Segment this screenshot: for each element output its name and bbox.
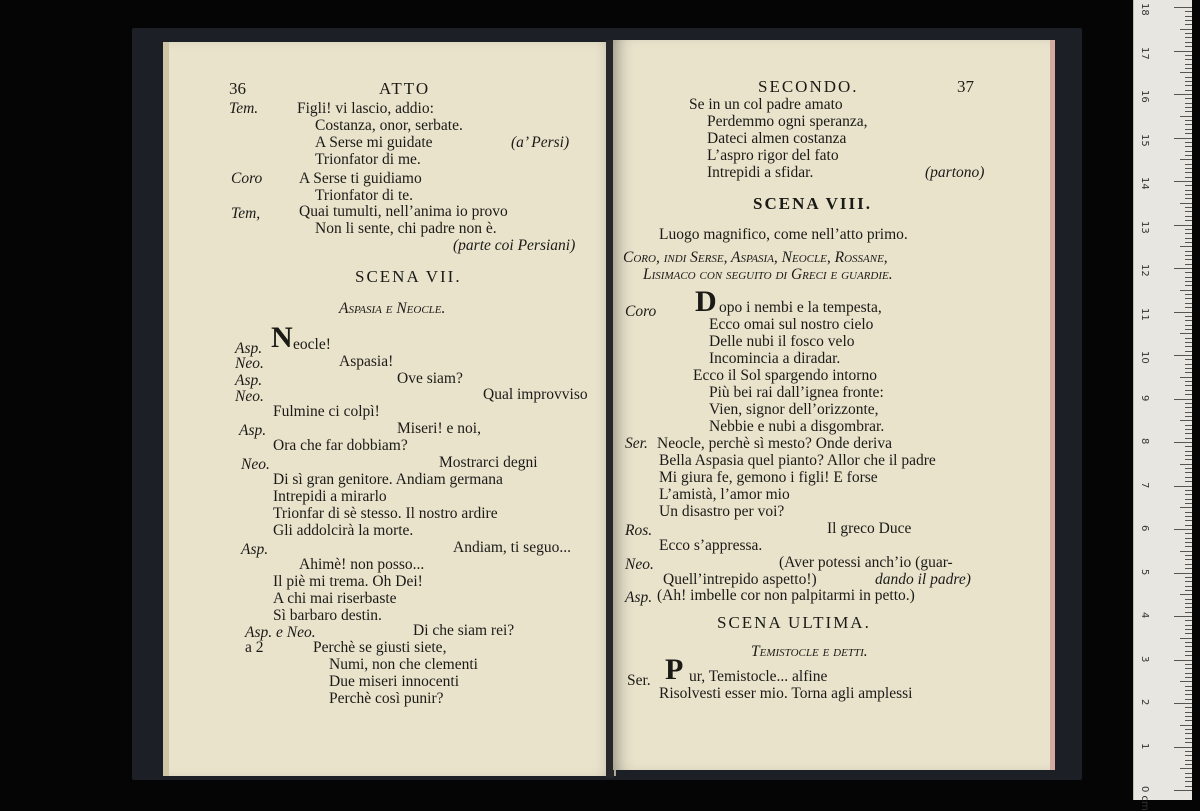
ruler-tick bbox=[1185, 620, 1192, 621]
verse-line: Mostrarci degni bbox=[439, 454, 538, 471]
ruler-tick bbox=[1185, 651, 1192, 652]
verse-line: Di sì gran genitore. Andiam germana bbox=[273, 471, 503, 488]
scene-cast: Lisimaco con seguito di Greci e guardie. bbox=[643, 266, 893, 283]
ruler-tick bbox=[1185, 664, 1192, 665]
running-head: ATTO bbox=[379, 79, 431, 98]
verse-line: Neocle, perchè sì mesto? Onde deriva bbox=[657, 435, 892, 452]
ruler-tick bbox=[1185, 707, 1192, 708]
ruler-tick bbox=[1185, 542, 1192, 543]
ruler-tick bbox=[1185, 590, 1192, 591]
ruler-tick bbox=[1185, 207, 1192, 208]
speaker: Neo. bbox=[235, 355, 264, 372]
ruler-tick bbox=[1185, 546, 1192, 547]
ruler-tick bbox=[1185, 716, 1192, 717]
ruler-tick bbox=[1174, 486, 1192, 487]
ruler-tick bbox=[1185, 190, 1192, 191]
ruler-tick bbox=[1185, 451, 1192, 452]
ruler-tick bbox=[1174, 703, 1192, 704]
verse-line: Trionfator di te. bbox=[315, 187, 414, 204]
ruler-tick bbox=[1185, 446, 1192, 447]
ruler-tick bbox=[1180, 638, 1192, 639]
verse-line: Aspasia! bbox=[339, 353, 394, 370]
verse-line: Perchè così punir? bbox=[329, 690, 444, 707]
ruler-tick bbox=[1185, 98, 1192, 99]
ruler-tick bbox=[1185, 342, 1192, 343]
ruler-tick bbox=[1185, 368, 1192, 369]
verse-line: L’amistà, l’amor mio bbox=[659, 486, 790, 503]
speaker: Asp. e Neo. bbox=[245, 624, 316, 641]
ruler-label: 3 bbox=[1139, 655, 1150, 662]
ruler-tick bbox=[1180, 116, 1192, 117]
ruler-tick bbox=[1185, 459, 1192, 460]
page-number: 36 bbox=[229, 79, 246, 98]
ruler-tick bbox=[1174, 660, 1192, 661]
ruler-tick bbox=[1185, 151, 1192, 152]
ruler-tick bbox=[1185, 129, 1192, 130]
ruler-tick bbox=[1180, 203, 1192, 204]
ruler-tick bbox=[1185, 359, 1192, 360]
ruler-tick bbox=[1185, 468, 1192, 469]
ruler-tick bbox=[1185, 503, 1192, 504]
ruler-tick bbox=[1185, 211, 1192, 212]
ruler-tick bbox=[1185, 729, 1192, 730]
verse-line: Nebbie e nubi a disgombrar. bbox=[709, 418, 885, 435]
ruler-tick bbox=[1185, 55, 1192, 56]
scene-title: SCENA VIII. bbox=[753, 194, 873, 213]
ruler-tick bbox=[1185, 777, 1192, 778]
speaker: Coro bbox=[625, 303, 657, 320]
speaker: Ros. bbox=[625, 522, 653, 539]
ruler-tick bbox=[1185, 533, 1192, 534]
verse-line: Ora che far dobbiam? bbox=[273, 437, 408, 454]
ruler-tick bbox=[1185, 24, 1192, 25]
ruler-tick bbox=[1185, 455, 1192, 456]
ruler-tick bbox=[1185, 633, 1192, 634]
ruler-tick bbox=[1185, 720, 1192, 721]
verse-line: Intrepidi a mirarlo bbox=[273, 488, 387, 505]
ruler-tick bbox=[1185, 46, 1192, 47]
ruler-tick bbox=[1185, 781, 1192, 782]
page-number: 37 bbox=[957, 77, 974, 96]
ruler-tick bbox=[1185, 351, 1192, 352]
ruler-tick bbox=[1185, 472, 1192, 473]
verse-line: Due miseri innocenti bbox=[329, 673, 459, 690]
verse-line: Costanza, onor, serbate. bbox=[315, 117, 463, 134]
ruler-tick bbox=[1185, 407, 1192, 408]
ruler-tick bbox=[1185, 107, 1192, 108]
verse-line: Ecco s’appressa. bbox=[659, 537, 763, 554]
ruler-tick bbox=[1185, 646, 1192, 647]
scene-title: SCENA VII. bbox=[355, 267, 462, 286]
ruler-tick bbox=[1174, 355, 1192, 356]
stage-direction: (partono) bbox=[925, 164, 985, 181]
ruler-tick bbox=[1185, 516, 1192, 517]
speaker: Neo. bbox=[235, 388, 264, 405]
ruler-tick bbox=[1174, 51, 1192, 52]
verse-line: Ove siam? bbox=[397, 370, 463, 387]
ruler-tick bbox=[1185, 320, 1192, 321]
ruler-tick bbox=[1185, 538, 1192, 539]
ruler-tick bbox=[1185, 690, 1192, 691]
stage-direction: dando il padre) bbox=[875, 571, 971, 588]
ruler-label: 9 bbox=[1139, 394, 1150, 401]
ruler-tick bbox=[1180, 290, 1192, 291]
verse-line: opo i nembi e la tempesta, bbox=[719, 299, 882, 316]
ruler-tick bbox=[1185, 185, 1192, 186]
ruler-tick bbox=[1185, 325, 1192, 326]
ruler-label: 5 bbox=[1139, 568, 1150, 575]
verse-line: (Aver potessi anch’io (guar- bbox=[779, 554, 953, 571]
ruler-tick bbox=[1185, 699, 1192, 700]
ruler-tick bbox=[1185, 755, 1192, 756]
ruler-tick bbox=[1185, 338, 1192, 339]
ruler-label: 17 bbox=[1139, 46, 1150, 60]
verse-line: Più bei rai dall’ignea fronte: bbox=[709, 384, 884, 401]
ruler-tick bbox=[1185, 168, 1192, 169]
ruler-tick bbox=[1185, 385, 1192, 386]
ruler-tick bbox=[1185, 499, 1192, 500]
verse-line: Qual improvviso bbox=[483, 386, 588, 403]
ruler-tick bbox=[1180, 725, 1192, 726]
ruler-tick bbox=[1174, 529, 1192, 530]
ruler-tick bbox=[1185, 133, 1192, 134]
verse-line: Ecco il Sol spargendo intorno bbox=[693, 367, 877, 384]
ruler-tick bbox=[1185, 233, 1192, 234]
final-scene-title: SCENA ULTIMA. bbox=[717, 613, 871, 632]
ruler-tick bbox=[1174, 790, 1192, 791]
speaker: Asp. bbox=[235, 372, 263, 389]
ruler-tick bbox=[1185, 525, 1192, 526]
ruler-tick bbox=[1185, 281, 1192, 282]
ruler-tick bbox=[1185, 559, 1192, 560]
ruler-tick bbox=[1174, 225, 1192, 226]
ruler-tick bbox=[1185, 425, 1192, 426]
ruler-tick bbox=[1185, 586, 1192, 587]
ruler-tick bbox=[1185, 412, 1192, 413]
ruler-tick bbox=[1185, 77, 1192, 78]
ruler-tick bbox=[1185, 390, 1192, 391]
ruler-tick bbox=[1185, 668, 1192, 669]
ruler-tick bbox=[1185, 255, 1192, 256]
ruler-tick bbox=[1185, 568, 1192, 569]
drop-cap: N bbox=[271, 321, 293, 354]
ruler-label: 14 bbox=[1139, 177, 1150, 190]
verse-line: Miseri! e noi, bbox=[397, 420, 481, 437]
ruler-tick bbox=[1174, 138, 1192, 139]
ruler-tick bbox=[1185, 416, 1192, 417]
verse-line: Non li sente, chi padre non è. bbox=[315, 220, 497, 237]
verse-line: Quell’intrepido aspetto!) bbox=[663, 571, 817, 588]
ruler-label: 12 bbox=[1139, 264, 1150, 277]
stage-direction: (parte coi Persiani) bbox=[453, 237, 576, 254]
verse-line: Risolvesti esser mio. Torna agli amplessi bbox=[659, 685, 913, 702]
verse-line: Figli! vi lascio, addio: bbox=[297, 100, 434, 117]
ruler-label: 15 bbox=[1139, 133, 1150, 147]
ruler-tick bbox=[1185, 11, 1192, 12]
speaker: Ser. bbox=[625, 435, 648, 452]
ruler-tick bbox=[1185, 603, 1192, 604]
verse-line: Dateci almen costanza bbox=[707, 130, 847, 147]
ruler-label: 0 cm bbox=[1139, 786, 1150, 811]
verse-line: A chi mai riserbaste bbox=[273, 590, 397, 607]
ruler-tick bbox=[1185, 673, 1192, 674]
ruler-tick bbox=[1174, 573, 1192, 574]
ruler-tick bbox=[1180, 464, 1192, 465]
ruler-label: 16 bbox=[1139, 90, 1150, 103]
verse-line: Trionfator di me. bbox=[315, 151, 421, 168]
verse-line: ur, Temistocle... alfine bbox=[689, 668, 828, 685]
ruler-tick bbox=[1185, 477, 1192, 478]
ruler-tick bbox=[1185, 607, 1192, 608]
ruler-tick bbox=[1185, 216, 1192, 217]
ruler-tick bbox=[1185, 103, 1192, 104]
scene-cast: Coro, indi Serse, Aspasia, Neocle, Rossane, bbox=[623, 249, 888, 266]
ruler-tick bbox=[1185, 272, 1192, 273]
ruler-tick bbox=[1174, 94, 1192, 95]
ruler-tick bbox=[1185, 564, 1192, 565]
verse-line: Delle nubi il fosco velo bbox=[709, 333, 855, 350]
verse-line: Mi giura fe, gemono i figli! E forse bbox=[659, 469, 878, 486]
ruler-tick bbox=[1185, 251, 1192, 252]
ruler-tick bbox=[1185, 346, 1192, 347]
ruler-tick bbox=[1185, 481, 1192, 482]
running-head: SECONDO. bbox=[758, 77, 859, 96]
ruler-tick bbox=[1185, 264, 1192, 265]
verse-line: Ecco omai sul nostro cielo bbox=[709, 316, 874, 333]
drop-cap: D bbox=[695, 285, 717, 318]
speaker: Asp. bbox=[239, 422, 267, 439]
verse-line: Sì barbaro destin. bbox=[273, 607, 382, 624]
ruler-tick bbox=[1174, 442, 1192, 443]
ruler-tick bbox=[1185, 760, 1192, 761]
ruler-label: 4 bbox=[1139, 612, 1150, 619]
ruler-tick bbox=[1185, 68, 1192, 69]
verse-line: Gli addolcirà la morte. bbox=[273, 522, 414, 539]
ruler-tick bbox=[1185, 429, 1192, 430]
ruler-tick bbox=[1174, 312, 1192, 313]
ruler-tick bbox=[1185, 277, 1192, 278]
ruler-tick bbox=[1185, 37, 1192, 38]
ruler-tick bbox=[1185, 742, 1192, 743]
ruler-tick bbox=[1185, 42, 1192, 43]
verse-line: Un disastro per voi? bbox=[659, 503, 785, 520]
verse-line: Andiam, ti seguo... bbox=[453, 539, 571, 556]
ruler-tick bbox=[1185, 773, 1192, 774]
final-scene-cast: Temistocle e detti. bbox=[751, 643, 868, 660]
ruler-tick bbox=[1174, 181, 1192, 182]
ruler-tick bbox=[1185, 764, 1192, 765]
ruler-tick bbox=[1185, 433, 1192, 434]
verse-line: Di che siam rei? bbox=[413, 622, 515, 639]
ruler-tick bbox=[1180, 29, 1192, 30]
ruler-tick bbox=[1185, 172, 1192, 173]
verse-line: Fulmine ci colpì! bbox=[273, 403, 380, 420]
ruler-tick bbox=[1185, 220, 1192, 221]
verse-line: Trionfar di sè stesso. Il nostro ardire bbox=[273, 505, 498, 522]
speaker: Tem, bbox=[231, 205, 261, 222]
ruler-tick bbox=[1185, 81, 1192, 82]
ruler-tick bbox=[1180, 72, 1192, 73]
speaker: Asp. bbox=[625, 589, 653, 606]
ruler-tick bbox=[1180, 420, 1192, 421]
speaker: Asp. bbox=[235, 340, 263, 357]
ruler-tick bbox=[1185, 512, 1192, 513]
ruler-tick bbox=[1185, 786, 1192, 787]
ruler-tick bbox=[1185, 599, 1192, 600]
speaker: a 2 bbox=[245, 639, 264, 656]
verse-line: Perdemmo ogni speranza, bbox=[707, 113, 868, 130]
ruler-label: 7 bbox=[1139, 481, 1150, 488]
speaker: Neo. bbox=[241, 456, 270, 473]
ruler-tick bbox=[1185, 164, 1192, 165]
verse-line: L’aspro rigor del fato bbox=[707, 147, 839, 164]
ruler-label: 11 bbox=[1139, 307, 1150, 321]
speaker: Ser. bbox=[627, 672, 651, 689]
speaker: Tem. bbox=[229, 100, 259, 117]
speaker: Asp. bbox=[241, 541, 269, 558]
ruler-tick bbox=[1185, 438, 1192, 439]
ruler-tick bbox=[1185, 16, 1192, 17]
ruler-tick bbox=[1174, 268, 1192, 269]
ruler-tick bbox=[1185, 238, 1192, 239]
ruler-tick bbox=[1185, 194, 1192, 195]
ruler-tick bbox=[1185, 198, 1192, 199]
ruler-tick bbox=[1185, 90, 1192, 91]
ruler-label: 8 bbox=[1139, 438, 1150, 445]
ruler-tick bbox=[1185, 59, 1192, 60]
verse-line: Bella Aspasia quel pianto? Allor che il padre bbox=[659, 452, 936, 469]
ruler-label: 18 bbox=[1139, 3, 1150, 16]
ruler-tick bbox=[1185, 155, 1192, 156]
ruler-tick bbox=[1185, 577, 1192, 578]
ruler-tick bbox=[1180, 681, 1192, 682]
ruler-tick bbox=[1185, 520, 1192, 521]
verse-line: Se in un col padre amato bbox=[689, 96, 843, 113]
ruler-tick bbox=[1185, 285, 1192, 286]
ruler-tick bbox=[1185, 146, 1192, 147]
ruler-tick bbox=[1185, 490, 1192, 491]
right-page bbox=[613, 40, 1055, 770]
ruler-tick bbox=[1180, 768, 1192, 769]
ruler-tick bbox=[1185, 307, 1192, 308]
ruler-tick bbox=[1185, 85, 1192, 86]
ruler-tick bbox=[1185, 712, 1192, 713]
ruler-tick bbox=[1185, 20, 1192, 21]
ruler-label: 2 bbox=[1139, 699, 1150, 706]
ruler-tick bbox=[1180, 551, 1192, 552]
ruler-tick bbox=[1185, 124, 1192, 125]
verse-line: Perchè se giusti siete, bbox=[313, 639, 447, 656]
ruler-tick bbox=[1185, 494, 1192, 495]
verse-line: Ahimè! non posso... bbox=[299, 556, 425, 573]
ruler-tick bbox=[1185, 642, 1192, 643]
ruler-tick bbox=[1185, 329, 1192, 330]
ruler-tick bbox=[1180, 333, 1192, 334]
ruler-tick bbox=[1174, 399, 1192, 400]
speaker: Coro bbox=[231, 170, 263, 187]
ruler-tick bbox=[1185, 372, 1192, 373]
stage-direction: (a’ Persi) bbox=[511, 134, 570, 151]
ruler-tick bbox=[1185, 751, 1192, 752]
ruler-tick bbox=[1185, 229, 1192, 230]
scene-setting: Luogo magnifico, come nell’atto primo. bbox=[659, 226, 908, 243]
ruler-tick bbox=[1185, 686, 1192, 687]
ruler-tick bbox=[1185, 142, 1192, 143]
ruler-label: 1 bbox=[1139, 742, 1150, 749]
verse-line: Il greco Duce bbox=[827, 520, 912, 537]
verse-line: Vien, signor dell’orizzonte, bbox=[709, 401, 879, 418]
ruler-tick bbox=[1185, 259, 1192, 260]
ruler-tick bbox=[1185, 120, 1192, 121]
ruler-label: 13 bbox=[1139, 220, 1150, 234]
ruler-tick bbox=[1185, 177, 1192, 178]
ruler-label: 10 bbox=[1139, 351, 1150, 364]
ruler-tick bbox=[1185, 629, 1192, 630]
ruler-tick bbox=[1185, 64, 1192, 65]
ruler-tick bbox=[1174, 616, 1192, 617]
ruler-tick bbox=[1185, 303, 1192, 304]
verse-line: A Serse ti guidiamo bbox=[299, 170, 422, 187]
verse-line: Intrepidi a sfidar. bbox=[707, 164, 814, 181]
verse-line: A Serse mi guidate bbox=[315, 134, 433, 151]
ruler-tick bbox=[1185, 403, 1192, 404]
ruler-tick bbox=[1185, 394, 1192, 395]
ruler-tick bbox=[1185, 111, 1192, 112]
ruler-tick bbox=[1185, 581, 1192, 582]
scene-cast: Aspasia e Neocle. bbox=[339, 300, 446, 317]
ruler-tick bbox=[1180, 594, 1192, 595]
ruler-tick bbox=[1180, 377, 1192, 378]
ruler-tick bbox=[1185, 364, 1192, 365]
verse-line: eocle! bbox=[293, 336, 331, 353]
verse-line: Il piè mi trema. Oh Dei! bbox=[273, 573, 423, 590]
ruler-tick bbox=[1185, 694, 1192, 695]
measuring-ruler bbox=[1133, 0, 1192, 811]
ruler-tick bbox=[1185, 625, 1192, 626]
speaker: Neo. bbox=[625, 556, 654, 573]
verse-line: (Ah! imbelle cor non palpitarmi in petto.) bbox=[657, 587, 915, 604]
ruler-tick bbox=[1185, 316, 1192, 317]
verse-line: Quai tumulti, nell’anima io provo bbox=[299, 203, 508, 220]
verse-line: Incomincia a diradar. bbox=[709, 350, 841, 367]
ruler-tick bbox=[1180, 507, 1192, 508]
ruler-tick bbox=[1185, 298, 1192, 299]
ruler-tick bbox=[1185, 677, 1192, 678]
ruler-tick bbox=[1180, 159, 1192, 160]
ruler-tick bbox=[1185, 242, 1192, 243]
verse-line: Numi, non che clementi bbox=[329, 656, 478, 673]
ruler-label: 6 bbox=[1139, 525, 1150, 532]
ruler-tick bbox=[1180, 246, 1192, 247]
ruler-tick bbox=[1185, 733, 1192, 734]
ruler-tick bbox=[1185, 738, 1192, 739]
ruler-tick bbox=[1185, 555, 1192, 556]
ruler-tick bbox=[1174, 7, 1192, 8]
ruler-tick bbox=[1185, 612, 1192, 613]
ruler-tick bbox=[1185, 294, 1192, 295]
ruler-tick bbox=[1174, 747, 1192, 748]
ruler-tick bbox=[1185, 655, 1192, 656]
drop-cap: P bbox=[665, 653, 684, 686]
ruler-tick bbox=[1185, 33, 1192, 34]
left-page bbox=[163, 42, 616, 776]
ruler-tick bbox=[1185, 381, 1192, 382]
